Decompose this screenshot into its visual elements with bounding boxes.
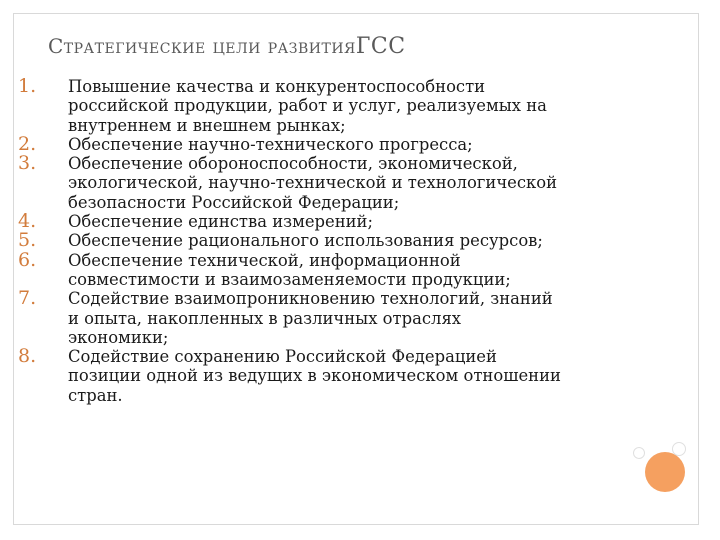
goal-text-line: экономики; bbox=[68, 327, 169, 347]
goal-text-line: Обеспечение единства измерений; bbox=[68, 212, 374, 232]
goal-number: 4. bbox=[18, 210, 37, 233]
goal-text-line: внутреннем и внешнем рынках; bbox=[68, 115, 346, 135]
goal-item bbox=[18, 248, 668, 290]
goal-text bbox=[68, 77, 668, 135]
goal-text bbox=[68, 289, 668, 347]
goal-number: 8. bbox=[18, 345, 37, 368]
goal-text-line: Обеспечение научно-технического прогресса; bbox=[68, 134, 473, 154]
goal-number: 2. bbox=[18, 132, 37, 155]
small-circle-decoration bbox=[633, 447, 645, 459]
goal-item bbox=[18, 347, 668, 405]
slide-title bbox=[48, 34, 406, 59]
goal-text bbox=[68, 154, 668, 212]
goal-item bbox=[18, 289, 668, 347]
goal-text-line: Обеспечение обороноспособности, экономической, bbox=[68, 154, 518, 174]
goal-item bbox=[18, 231, 668, 250]
title-tail: ГСС bbox=[355, 34, 406, 59]
goal-text bbox=[68, 135, 668, 154]
goal-text bbox=[68, 347, 668, 405]
orange-circle-decoration bbox=[645, 452, 685, 492]
goal-text-line: Содействие сохранению Российской Федерацией bbox=[68, 347, 497, 367]
small-circle-decoration-2 bbox=[672, 442, 686, 456]
goal-text-line: Обеспечение рационального использования ресурсов; bbox=[68, 231, 543, 251]
goal-text-line: Повышение качества и конкурентоспособности bbox=[68, 77, 486, 96]
goal-text-line: стран. bbox=[68, 385, 123, 405]
goal-text-line: Содействие взаимопроникновению технологий, знаний bbox=[68, 289, 553, 309]
goal-text-line: совместимости и взаимозаменяемости продукции; bbox=[68, 269, 511, 289]
goal-text bbox=[68, 251, 668, 290]
goal-number: 1. bbox=[18, 75, 37, 97]
goal-text-line: российской продукции, работ и услуг, реализуемых на bbox=[68, 96, 547, 116]
goals-list bbox=[18, 77, 668, 405]
goal-text-line: безопасности Российской Федерации; bbox=[68, 192, 400, 212]
goal-text bbox=[68, 231, 668, 250]
goal-item bbox=[18, 154, 668, 212]
goal-number: 6. bbox=[18, 248, 37, 271]
goal-item bbox=[18, 132, 668, 155]
goal-text bbox=[68, 212, 668, 231]
goal-text-line: экологической, научно-технической и технологической bbox=[68, 173, 558, 193]
goal-text-line: и опыта, накопленных в различных отраслях bbox=[68, 308, 462, 328]
title-main: Стратегические цели развития bbox=[48, 34, 356, 58]
goal-number: 5. bbox=[18, 229, 37, 252]
goal-item bbox=[18, 212, 668, 231]
goal-text-line: Обеспечение технической, информационной bbox=[68, 250, 461, 270]
goal-text-line: позиции одной из ведущих в экономическом отношении bbox=[68, 366, 561, 386]
goal-number: 7. bbox=[18, 287, 37, 310]
goal-number: 3. bbox=[18, 152, 37, 175]
goal-item bbox=[18, 77, 668, 135]
